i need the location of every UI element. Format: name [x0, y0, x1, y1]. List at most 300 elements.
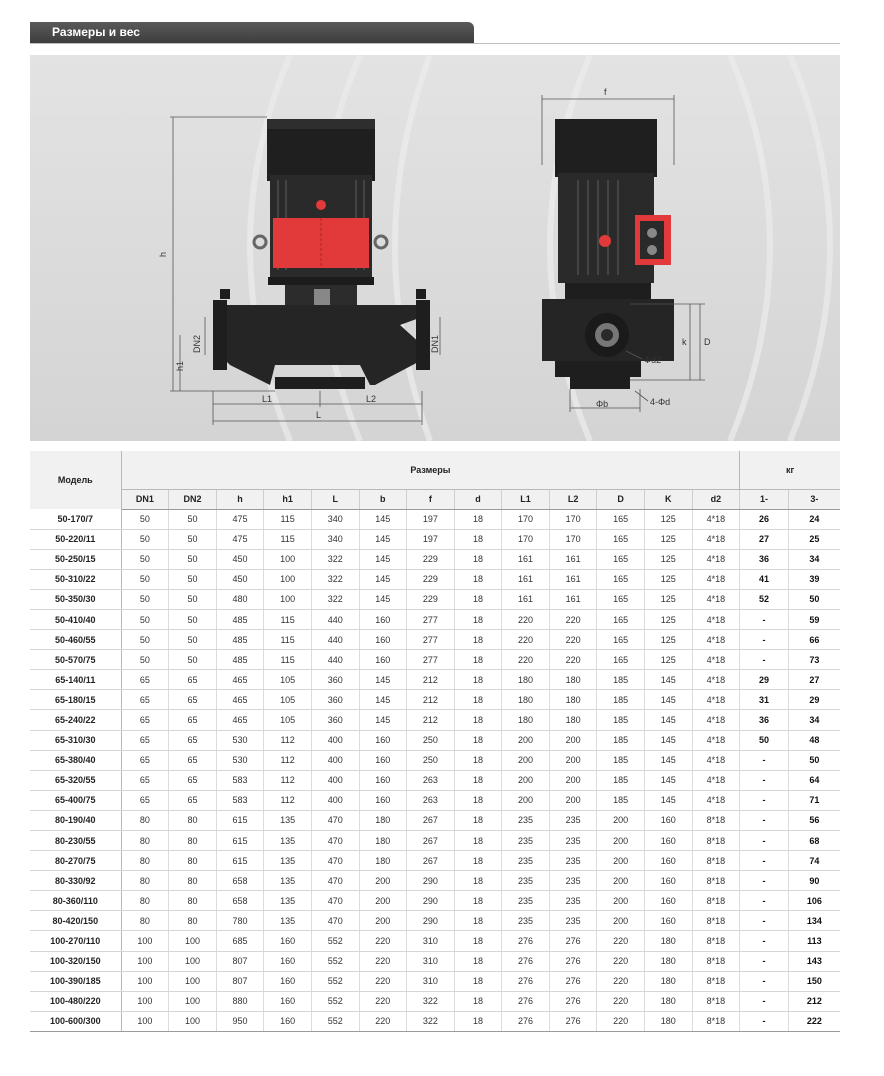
- dimension-cell: 8*18: [692, 891, 740, 911]
- label-h1: h1: [175, 360, 185, 371]
- dimension-cell: 65: [121, 690, 169, 710]
- dimension-cell: 220: [502, 650, 550, 670]
- dimension-cell: 100: [121, 931, 169, 951]
- weight-cell: 34: [788, 549, 840, 569]
- dimension-cell: 322: [407, 1011, 455, 1031]
- column-header: h: [216, 489, 264, 509]
- dimension-cell: 615: [216, 810, 264, 830]
- dimension-cell: 80: [169, 871, 217, 891]
- dimension-cell: 322: [311, 549, 359, 569]
- dimension-cell: 115: [264, 509, 312, 529]
- dimension-cell: 440: [311, 609, 359, 629]
- dimension-cell: 65: [169, 710, 217, 730]
- dimension-cell: 485: [216, 650, 264, 670]
- section-title: Размеры и вес: [52, 25, 140, 39]
- dimension-cell: 235: [549, 851, 597, 871]
- dimension-cell: 160: [644, 891, 692, 911]
- dimension-cell: 277: [407, 609, 455, 629]
- dimension-cell: 185: [597, 730, 645, 750]
- dimension-cell: 200: [597, 831, 645, 851]
- weight-cell: 39: [788, 569, 840, 589]
- column-header: L1: [502, 489, 550, 509]
- dimension-cell: 360: [311, 710, 359, 730]
- dimension-cell: 145: [359, 529, 407, 549]
- dimension-cell: 115: [264, 609, 312, 629]
- weight-cell: -: [740, 750, 789, 770]
- section-header: [30, 22, 474, 43]
- dimension-cell: 80: [169, 831, 217, 851]
- weight-cell: -: [740, 609, 789, 629]
- dimension-cell: 4*18: [692, 529, 740, 549]
- dimension-cell: 220: [549, 609, 597, 629]
- dimension-cell: 160: [359, 630, 407, 650]
- column-header: f: [407, 489, 455, 509]
- dimension-cell: 145: [644, 770, 692, 790]
- dimension-cell: 100: [169, 971, 217, 991]
- dimension-cell: 340: [311, 529, 359, 549]
- table-row: [30, 831, 840, 851]
- dimension-cell: 50: [169, 630, 217, 650]
- dimension-cell: 18: [454, 871, 502, 891]
- weight-cell: -: [740, 911, 789, 931]
- column-header: 3-: [788, 489, 840, 509]
- dimension-cell: 50: [169, 509, 217, 529]
- dimension-cell: 160: [644, 911, 692, 931]
- weight-cell: 24: [788, 509, 840, 529]
- dimension-cell: 220: [597, 931, 645, 951]
- dimension-cell: 135: [264, 871, 312, 891]
- dimension-cell: 276: [502, 951, 550, 971]
- dimension-cell: 50: [121, 569, 169, 589]
- dimension-cell: 400: [311, 730, 359, 750]
- dimension-cell: 180: [644, 991, 692, 1011]
- dimension-cell: 465: [216, 710, 264, 730]
- dimension-cell: 197: [407, 509, 455, 529]
- dimension-cell: 440: [311, 630, 359, 650]
- weight-cell: -: [740, 971, 789, 991]
- weight-cell: -: [740, 851, 789, 871]
- table-row: [30, 630, 840, 650]
- dimension-cell: 180: [549, 710, 597, 730]
- dimension-cell: 220: [359, 951, 407, 971]
- dimension-cell: 112: [264, 770, 312, 790]
- dimension-cell: 400: [311, 790, 359, 810]
- dimension-cell: 220: [549, 650, 597, 670]
- dimension-cell: 8*18: [692, 871, 740, 891]
- dimension-cell: 135: [264, 851, 312, 871]
- table-row: [30, 650, 840, 670]
- model-cell: 50-350/30: [30, 589, 121, 609]
- dimension-cell: 267: [407, 810, 455, 830]
- dimension-cell: 685: [216, 931, 264, 951]
- dimension-cell: 170: [502, 529, 550, 549]
- weight-cell: 90: [788, 871, 840, 891]
- dimension-cell: 160: [359, 750, 407, 770]
- dimension-cell: 165: [597, 569, 645, 589]
- dimension-cell: 100: [121, 971, 169, 991]
- dimension-cell: 170: [502, 509, 550, 529]
- dimension-cell: 180: [502, 710, 550, 730]
- dimension-cell: 180: [359, 810, 407, 830]
- dimension-cell: 229: [407, 569, 455, 589]
- dimension-cell: 200: [597, 891, 645, 911]
- dimension-cell: 450: [216, 569, 264, 589]
- table-row: [30, 770, 840, 790]
- dimension-cell: 276: [502, 991, 550, 1011]
- dimension-cell: 267: [407, 851, 455, 871]
- dimension-cell: 18: [454, 911, 502, 931]
- dimension-cell: 552: [311, 1011, 359, 1031]
- dimension-cell: 180: [644, 1011, 692, 1031]
- dimension-cell: 18: [454, 971, 502, 991]
- dimension-cell: 200: [502, 790, 550, 810]
- dimension-cell: 780: [216, 911, 264, 931]
- dimension-cell: 220: [597, 1011, 645, 1031]
- dimension-cell: 267: [407, 831, 455, 851]
- dimension-cell: 263: [407, 770, 455, 790]
- weight-cell: 64: [788, 770, 840, 790]
- table-row: [30, 851, 840, 871]
- dimension-cell: 220: [359, 931, 407, 951]
- dimension-cell: 185: [597, 690, 645, 710]
- dimension-cell: 160: [644, 871, 692, 891]
- dimension-cell: 165: [597, 650, 645, 670]
- table-body: [30, 509, 840, 1031]
- dimension-cell: 583: [216, 790, 264, 810]
- dimension-cell: 220: [597, 971, 645, 991]
- dimension-cell: 100: [264, 549, 312, 569]
- dimension-cell: 18: [454, 589, 502, 609]
- dimension-cell: 18: [454, 790, 502, 810]
- dimension-cell: 80: [121, 911, 169, 931]
- dimension-cell: 290: [407, 871, 455, 891]
- column-header: K: [644, 489, 692, 509]
- label-phi-d2: Φd2: [644, 355, 662, 365]
- dimension-cell: 135: [264, 831, 312, 851]
- table-row: [30, 790, 840, 810]
- dimension-cell: 125: [644, 630, 692, 650]
- table-row: [30, 911, 840, 931]
- column-header: d: [454, 489, 502, 509]
- dimensions-weight-table: [30, 451, 840, 1032]
- dimension-cell: 185: [597, 790, 645, 810]
- model-cell: 65-320/55: [30, 770, 121, 790]
- weight-cell: 73: [788, 650, 840, 670]
- model-cell: 100-270/110: [30, 931, 121, 951]
- weight-cell: 31: [740, 690, 789, 710]
- dimension-cell: 470: [311, 871, 359, 891]
- dimension-cell: 65: [121, 770, 169, 790]
- column-header: D: [597, 489, 645, 509]
- dimension-cell: 276: [502, 1011, 550, 1031]
- dimension-cell: 340: [311, 509, 359, 529]
- dimension-cell: 100: [264, 589, 312, 609]
- dimension-cell: 50: [169, 549, 217, 569]
- table-row: [30, 730, 840, 750]
- column-header: L2: [549, 489, 597, 509]
- dimension-cell: 250: [407, 750, 455, 770]
- dimension-cell: 50: [121, 650, 169, 670]
- dimension-cell: 80: [121, 810, 169, 830]
- dimension-cell: 18: [454, 730, 502, 750]
- table-row: [30, 670, 840, 690]
- dimension-cell: 115: [264, 630, 312, 650]
- dimension-cell: 180: [644, 951, 692, 971]
- dimension-cell: 220: [502, 609, 550, 629]
- dimension-cell: 250: [407, 730, 455, 750]
- table-row: [30, 871, 840, 891]
- dimension-cell: 552: [311, 971, 359, 991]
- dimension-cell: 145: [359, 589, 407, 609]
- dimension-cell: 8*18: [692, 971, 740, 991]
- table-row: [30, 951, 840, 971]
- dimension-cell: 4*18: [692, 650, 740, 670]
- dimension-cell: 8*18: [692, 931, 740, 951]
- dimension-cell: 200: [597, 810, 645, 830]
- dimension-cell: 100: [169, 931, 217, 951]
- model-cell: 80-270/75: [30, 851, 121, 871]
- dimension-cell: 180: [644, 971, 692, 991]
- model-cell: 80-360/110: [30, 891, 121, 911]
- dimension-cell: 229: [407, 549, 455, 569]
- dimension-cell: 145: [359, 690, 407, 710]
- dimension-cell: 200: [502, 750, 550, 770]
- label-holes: 4-Φd: [650, 397, 671, 407]
- dimension-cell: 290: [407, 911, 455, 931]
- dimension-cell: 276: [502, 971, 550, 991]
- dimension-cell: 65: [169, 730, 217, 750]
- dimension-cell: 50: [121, 630, 169, 650]
- dimension-cell: 160: [644, 851, 692, 871]
- column-header: DN1: [121, 489, 169, 509]
- dimension-cell: 180: [502, 690, 550, 710]
- dimension-cell: 4*18: [692, 609, 740, 629]
- dimension-cell: 50: [169, 589, 217, 609]
- dimension-cell: 18: [454, 891, 502, 911]
- dimension-cell: 18: [454, 549, 502, 569]
- weight-cell: -: [740, 650, 789, 670]
- column-header: L: [311, 489, 359, 509]
- label-l1: L1: [262, 394, 273, 404]
- dimension-cell: 290: [407, 891, 455, 911]
- dimension-cell: 360: [311, 690, 359, 710]
- dimension-cell: 277: [407, 630, 455, 650]
- dimension-cell: 65: [121, 790, 169, 810]
- dimension-cell: 220: [549, 630, 597, 650]
- column-header: b: [359, 489, 407, 509]
- dimension-cell: 220: [359, 991, 407, 1011]
- model-cell: 80-420/150: [30, 911, 121, 931]
- dimension-cell: 615: [216, 851, 264, 871]
- dimension-cell: 100: [169, 951, 217, 971]
- dimension-cell: 807: [216, 971, 264, 991]
- dimension-cell: 480: [216, 589, 264, 609]
- dimension-cell: 485: [216, 630, 264, 650]
- dimension-cell: 125: [644, 549, 692, 569]
- dimension-cell: 229: [407, 589, 455, 609]
- dimension-cell: 125: [644, 650, 692, 670]
- dimension-cell: 135: [264, 810, 312, 830]
- dimension-cell: 263: [407, 790, 455, 810]
- dimension-cell: 160: [359, 730, 407, 750]
- dimension-cell: 18: [454, 951, 502, 971]
- weight-cell: 26: [740, 509, 789, 529]
- dimension-cell: 552: [311, 951, 359, 971]
- weight-cell: 74: [788, 851, 840, 871]
- dimension-cell: 276: [502, 931, 550, 951]
- dimension-cell: 18: [454, 810, 502, 830]
- dimension-cell: 145: [644, 690, 692, 710]
- dimension-cell: 220: [597, 951, 645, 971]
- weight-cell: 106: [788, 891, 840, 911]
- dimension-cell: 18: [454, 710, 502, 730]
- weight-cell: 48: [788, 730, 840, 750]
- weight-cell: 36: [740, 549, 789, 569]
- dimension-cell: 50: [169, 529, 217, 549]
- model-cell: 100-320/150: [30, 951, 121, 971]
- dimension-cell: 658: [216, 871, 264, 891]
- dimension-cell: 658: [216, 891, 264, 911]
- dimension-cell: 50: [169, 609, 217, 629]
- dimension-cell: 322: [407, 991, 455, 1011]
- dimension-cell: 212: [407, 670, 455, 690]
- dimension-cell: 276: [549, 951, 597, 971]
- dimension-cell: 235: [502, 911, 550, 931]
- dimension-cell: 145: [359, 710, 407, 730]
- model-cell: 65-400/75: [30, 790, 121, 810]
- table-row: [30, 609, 840, 629]
- dimension-cell: 185: [597, 670, 645, 690]
- table-row: [30, 529, 840, 549]
- dimension-cell: 160: [359, 609, 407, 629]
- dimension-cell: 200: [549, 730, 597, 750]
- dimension-cell: 161: [502, 549, 550, 569]
- dimension-cell: 160: [644, 831, 692, 851]
- dimension-cell: 4*18: [692, 710, 740, 730]
- dimension-cell: 180: [549, 690, 597, 710]
- column-header: DN2: [169, 489, 217, 509]
- dimension-cell: 235: [549, 911, 597, 931]
- dimension-cell: 470: [311, 911, 359, 931]
- table-row: [30, 589, 840, 609]
- label-dn2: DN2: [192, 334, 202, 353]
- table-row: [30, 509, 840, 529]
- dimension-cell: 80: [121, 891, 169, 911]
- dimension-cell: 4*18: [692, 569, 740, 589]
- dimension-cell: 50: [121, 529, 169, 549]
- dimension-cell: 50: [169, 650, 217, 670]
- column-header: 1-: [740, 489, 789, 509]
- weight-cell: 68: [788, 831, 840, 851]
- weight-cell: 52: [740, 589, 789, 609]
- model-column-header: Модель: [30, 451, 121, 509]
- weight-cell: 34: [788, 710, 840, 730]
- dimension-cell: 235: [502, 810, 550, 830]
- dimension-cell: 200: [549, 770, 597, 790]
- dimension-cell: 65: [121, 670, 169, 690]
- header-divider: [30, 43, 840, 44]
- dimension-cell: 180: [549, 670, 597, 690]
- dimension-cell: 18: [454, 991, 502, 1011]
- dimension-cell: 200: [597, 871, 645, 891]
- dimension-cell: 80: [169, 810, 217, 830]
- dimension-cell: 125: [644, 529, 692, 549]
- label-l: L: [316, 410, 322, 420]
- model-cell: 65-240/22: [30, 710, 121, 730]
- dimension-cell: 125: [644, 569, 692, 589]
- dimension-cell: 18: [454, 831, 502, 851]
- dimension-cell: 100: [264, 569, 312, 589]
- dimension-cell: 165: [597, 529, 645, 549]
- weight-cell: 150: [788, 971, 840, 991]
- weight-group-header: кг: [740, 451, 840, 489]
- dimension-cell: 880: [216, 991, 264, 1011]
- dimension-cell: 4*18: [692, 790, 740, 810]
- dimension-cell: 212: [407, 710, 455, 730]
- dimension-cell: 112: [264, 790, 312, 810]
- model-cell: 50-570/75: [30, 650, 121, 670]
- weight-cell: 50: [788, 750, 840, 770]
- dimension-cell: 65: [121, 750, 169, 770]
- dimension-cell: 161: [502, 589, 550, 609]
- weight-cell: -: [740, 871, 789, 891]
- label-dn1: DN1: [430, 334, 440, 353]
- label-d-big: D: [704, 337, 711, 347]
- dimension-cell: 100: [121, 991, 169, 1011]
- dimension-cell: 807: [216, 951, 264, 971]
- dimension-cell: 185: [597, 750, 645, 770]
- dimension-cell: 160: [264, 1011, 312, 1031]
- dimension-cell: 277: [407, 650, 455, 670]
- dimension-cell: 4*18: [692, 670, 740, 690]
- dimension-cell: 180: [359, 851, 407, 871]
- weight-cell: -: [740, 891, 789, 911]
- dimension-cell: 200: [597, 911, 645, 931]
- sizes-group-header: Размеры: [121, 451, 740, 489]
- dimension-cell: 65: [121, 710, 169, 730]
- dimension-cell: 165: [597, 549, 645, 569]
- dimension-cell: 145: [359, 509, 407, 529]
- pump-side-view: [542, 87, 711, 412]
- weight-cell: 134: [788, 911, 840, 931]
- dimension-cell: 322: [311, 569, 359, 589]
- dimension-cell: 220: [359, 971, 407, 991]
- dimension-cell: 276: [549, 931, 597, 951]
- dimension-cell: 322: [311, 589, 359, 609]
- weight-cell: 71: [788, 790, 840, 810]
- table-row: [30, 569, 840, 589]
- dimension-cell: 450: [216, 549, 264, 569]
- dimension-cell: 615: [216, 831, 264, 851]
- dimension-cell: 65: [169, 690, 217, 710]
- dimension-cell: 160: [264, 931, 312, 951]
- dimension-cell: 50: [121, 609, 169, 629]
- dimension-cell: 105: [264, 690, 312, 710]
- model-cell: 65-140/11: [30, 670, 121, 690]
- dimension-cell: 65: [169, 670, 217, 690]
- model-cell: 50-310/22: [30, 569, 121, 589]
- dimension-cell: 165: [597, 589, 645, 609]
- dimension-cell: 235: [502, 871, 550, 891]
- dimension-cell: 145: [644, 750, 692, 770]
- dimension-cell: 235: [549, 810, 597, 830]
- weight-cell: -: [740, 991, 789, 1011]
- dimension-cell: 18: [454, 931, 502, 951]
- dimension-cell: 100: [121, 951, 169, 971]
- dimension-cell: 8*18: [692, 810, 740, 830]
- dimension-cell: 18: [454, 750, 502, 770]
- dimension-cell: 160: [264, 951, 312, 971]
